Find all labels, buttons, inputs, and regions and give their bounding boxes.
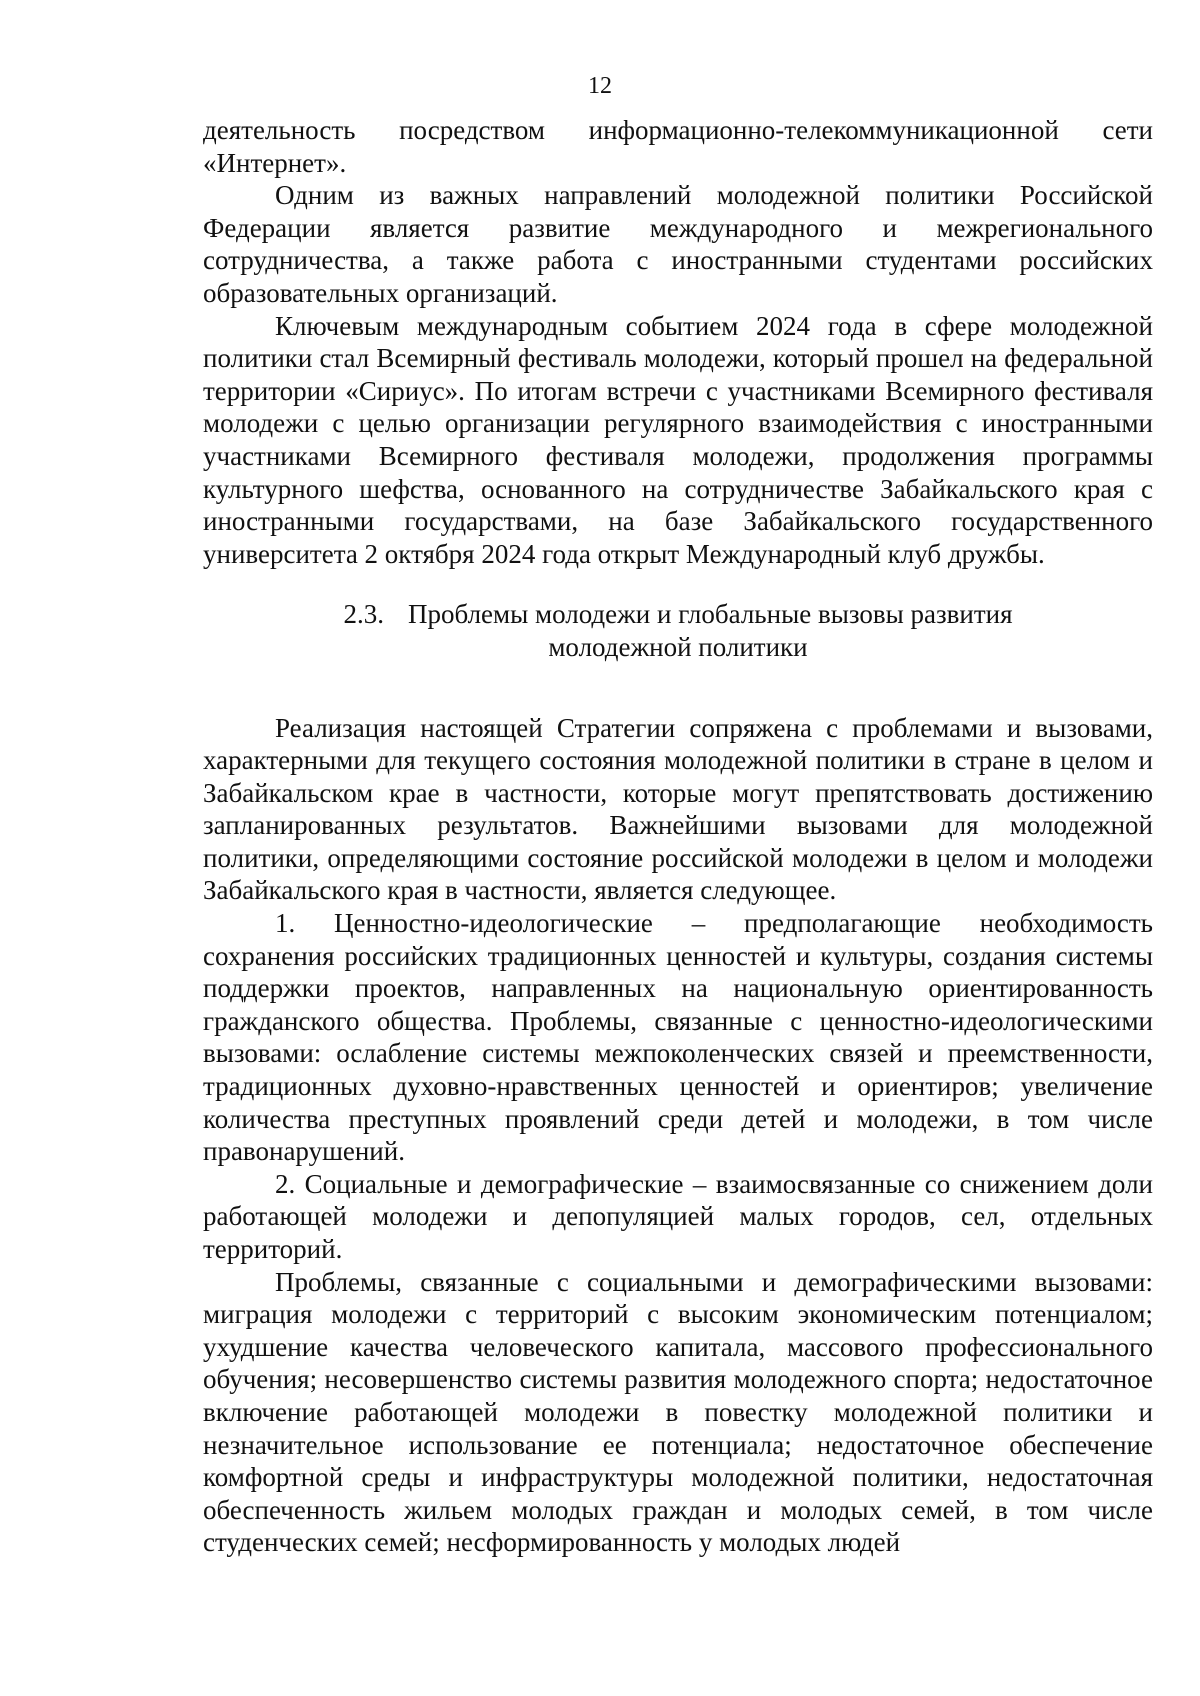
section-heading-line-1 xyxy=(203,598,1153,631)
paragraph-social-demographic: 2. Социальные и демографические – взаимосвязанные со снижением доли работающей молодежи и депопуляцией малых городов, сел, отдельных территорий. xyxy=(203,1168,1153,1264)
section-heading xyxy=(203,598,1153,663)
paragraph-internet-activity: деятельность посредством информационно-телекоммуникационной сети «Интернет». xyxy=(203,115,1153,178)
page-number: 12 xyxy=(588,73,612,99)
paragraph-world-youth-festival: Ключевым международным событием 2024 года в сфере молодежной политики стал Всемирный фестиваль молодежи, который прошел на федеральной территории «Сириус». По итогам встречи с участниками Всемирного фестиваля молодежи с целью организации регулярного взаимодействия с иностранными участниками Всемирного фестиваля молодежи, продолжения программы культурного шефства, основанного на сотрудничестве Забайкальского края с иностранными государствами, на базе Забайкальского государственного университета 2 октября 2024 года открыт Международный клуб дружбы. xyxy=(203,310,1153,569)
paragraph-social-problems: Проблемы, связанные с социальными и демографическими вызовами: миграция молодежи с территорий с высоким экономическим потенциалом; ухудшение качества человеческого капитала, массового профессионального обучения; несовершенство системы развития молодежного спорта; недостаточное включение работающей молодежи в повестку молодежной политики и незначительное использование ее потенциала; недостаточное обеспечение комфортной среды и инфраструктуры молодежной политики, недостаточная обеспеченность жильем молодых граждан и молодых семей, в том числе студенческих семей; несформированность у молодых людей xyxy=(203,1266,1153,1558)
section-number: 2.3. xyxy=(343,599,384,630)
paragraph-international-cooperation: Одним из важных направлений молодежной политики Российской Федерации является развитие международного и межрегионального сотрудничества, а также работа с иностранными студентами российских образовательных организаций. xyxy=(203,180,1153,308)
document-body xyxy=(203,114,1153,1559)
paragraph-strategy-challenges: Реализация настоящей Стратегии сопряжена с проблемами и вызовами, характерными для текущего состояния молодежной политики в стране в целом и Забайкальском крае в частности, которые могут препятствовать достижению запланированных результатов. Важнейшими вызовами для молодежной политики, определяющими состояние российской молодежи в целом и молодежи Забайкальского края в частности, является следующее. xyxy=(203,712,1153,906)
section-title-line-1: Проблемы молодежи и глобальные вызовы развития xyxy=(408,599,1013,630)
paragraph-value-ideological: 1. Ценностно-идеологические – предполагающие необходимость сохранения российских традиционных ценностей и культуры, создания системы поддержки проектов, направленных на национальную ориентированность гражданского общества. Проблемы, связанные с ценностно-идеологическими вызовами: ослабление системы межпоколенческих связей и преемственности, традиционных духовно-нравственных ценностей и ориентиров; увеличение количества преступных проявлений среди детей и молодежи, в том числе правонарушений. xyxy=(203,908,1153,1167)
section-title-line-2: молодежной политики xyxy=(548,631,808,662)
